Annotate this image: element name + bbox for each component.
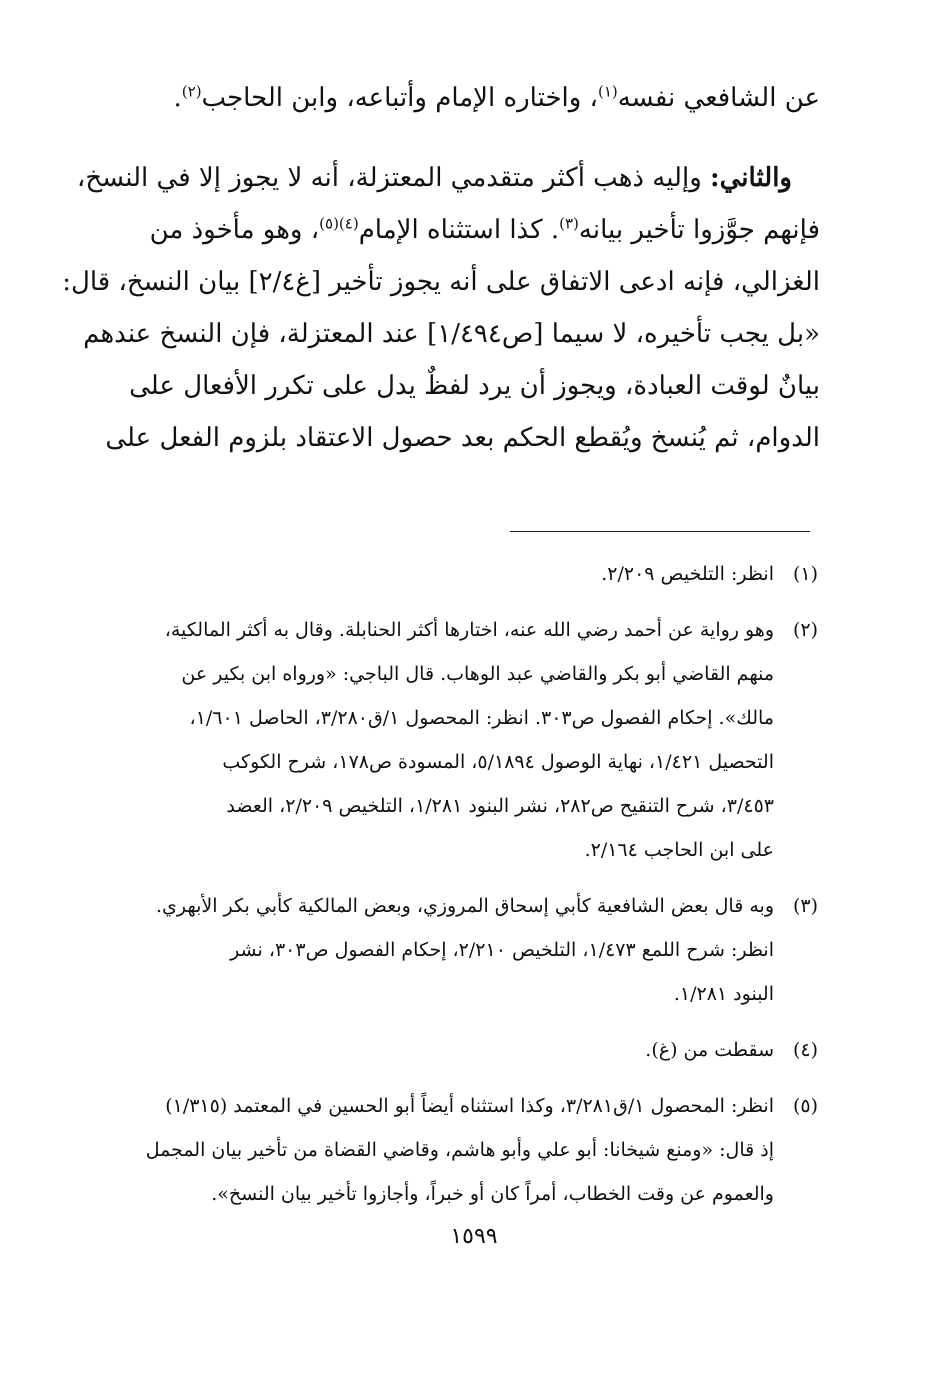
footnote-5 bbox=[120, 1084, 818, 1216]
footnote-line: البنود ١/٢٨١. bbox=[673, 983, 774, 1005]
footnote-ref-1: (١) bbox=[597, 82, 618, 101]
footnote-line: منهم القاضي أبو بكر والقاضي عبد الوهاب. قال الباجي: «ورواه ابن بكير عن bbox=[181, 663, 774, 685]
text-span: . كذا استثناه الإمام bbox=[358, 215, 560, 245]
footnote-4 bbox=[120, 1028, 818, 1072]
footnote-1 bbox=[120, 552, 818, 596]
footnote-body bbox=[120, 1028, 774, 1072]
text-span: وإليه ذهب أكثر متقدمي المعتزلة، أنه لا يجوز إلا في النسخ، bbox=[76, 163, 711, 193]
footnote-2 bbox=[120, 608, 818, 872]
main-line-3 bbox=[128, 204, 820, 256]
footnote-number: (٥) bbox=[792, 1095, 818, 1117]
footnotes-section bbox=[120, 552, 818, 1228]
footnote-divider bbox=[510, 531, 810, 532]
text-span: ، وهو مأخوذ من bbox=[149, 215, 320, 245]
footnote-ref-4-5: (٤)(٥) bbox=[319, 214, 359, 233]
footnote-line: إذ قال: «ومنع شيخانا: أبو علي وأبو هاشم، وقاضي القضاة من تأخير بيان المجمل bbox=[145, 1139, 774, 1161]
footnote-line: والعموم عن وقت الخطاب، أمراً كان أو خبراً، وأجازوا تأخير بيان النسخ». bbox=[211, 1183, 774, 1205]
footnote-number: (٣) bbox=[792, 895, 818, 917]
text-span: فإنهم جوَّزوا تأخير بيانه bbox=[578, 215, 820, 245]
footnote-line: ٣/٤٥٣، شرح التنقيح ص٢٨٢، نشر البنود ١/٢٨١، التلخيص ٢/٢٠٩، العضد bbox=[226, 795, 774, 817]
main-line-7: الدوام، ثم يُنسخ ويُقطع الحكم بعد حصول الاعتقاد بلزوم الفعل على bbox=[105, 423, 820, 453]
paragraph-lead: والثاني: bbox=[710, 163, 792, 193]
footnote-line: وبه قال بعض الشافعية كأبي إسحاق المروزي، وبعض المالكية كأبي بكر الأبهري. bbox=[155, 895, 774, 917]
footnote-line: انظر: المحصول ١/ق٣/٢٨١، وكذا استثناه أيضاً أبو الحسين في المعتمد (١/٣١٥) bbox=[165, 1095, 774, 1117]
main-line-1 bbox=[128, 72, 820, 124]
footnote-number: (٤) bbox=[792, 1039, 818, 1061]
footnote-line: على ابن الحاجب ٢/١٦٤. bbox=[584, 839, 774, 861]
footnote-3 bbox=[120, 884, 818, 1016]
footnote-line: وهو رواية عن أحمد رضي الله عنه، اختارها أكثر الحنابلة. وقال به أكثر المالكية، bbox=[164, 619, 774, 641]
footnote-line: مالك». إحكام الفصول ص٣٠٣. انظر: المحصول ١/ق٣/٢٨٠، الحاصل ١/٦٠١، bbox=[189, 707, 774, 729]
main-line-6: بيانٌ لوقت العبادة، ويجوز أن يرد لفظٌ يدل على تكرر الأفعال على bbox=[129, 371, 820, 401]
footnote-line: انظر: التلخيص ٢/٢٠٩. bbox=[601, 563, 774, 585]
footnote-ref-3: (٣) bbox=[559, 214, 579, 233]
footnote-number: (١) bbox=[792, 563, 818, 585]
text-span: ، واختاره الإمام وأتباعه، وابن الحاجب bbox=[201, 83, 598, 113]
page-number: ١٥٩٩ bbox=[450, 1224, 498, 1249]
text-span: . bbox=[173, 83, 182, 113]
footnote-line: التحصيل ١/٤٢١، نهاية الوصول ٥/١٨٩٤، المسودة ص١٧٨، شرح الكوكب bbox=[222, 751, 774, 773]
footnote-number: (٢) bbox=[792, 619, 818, 641]
footnote-line: سقطت من (غ). bbox=[645, 1039, 774, 1061]
footnote-body bbox=[120, 608, 774, 872]
footnote-body bbox=[120, 884, 774, 1016]
footnote-body bbox=[120, 552, 774, 596]
footnote-ref-2: (٢) bbox=[181, 82, 202, 101]
main-line-4: الغزالي، فإنه ادعى الاتفاق على أنه يجوز تأخير [غ٢/٤] بيان النسخ، قال: bbox=[62, 267, 820, 297]
main-line-2 bbox=[76, 152, 820, 204]
text-span: عن الشافعي نفسه bbox=[617, 83, 820, 113]
main-line-5: «بل يجب تأخيره، لا سيما [ص١/٤٩٤] عند المعتزلة، فإن النسخ عندهم bbox=[83, 319, 820, 349]
footnote-body bbox=[120, 1084, 774, 1216]
main-text-block bbox=[62, 72, 820, 464]
footnote-line: انظر: شرح اللمع ١/٤٧٣، التلخيص ٢/٢١٠، إحكام الفصول ص٣٠٣، نشر bbox=[230, 939, 774, 961]
